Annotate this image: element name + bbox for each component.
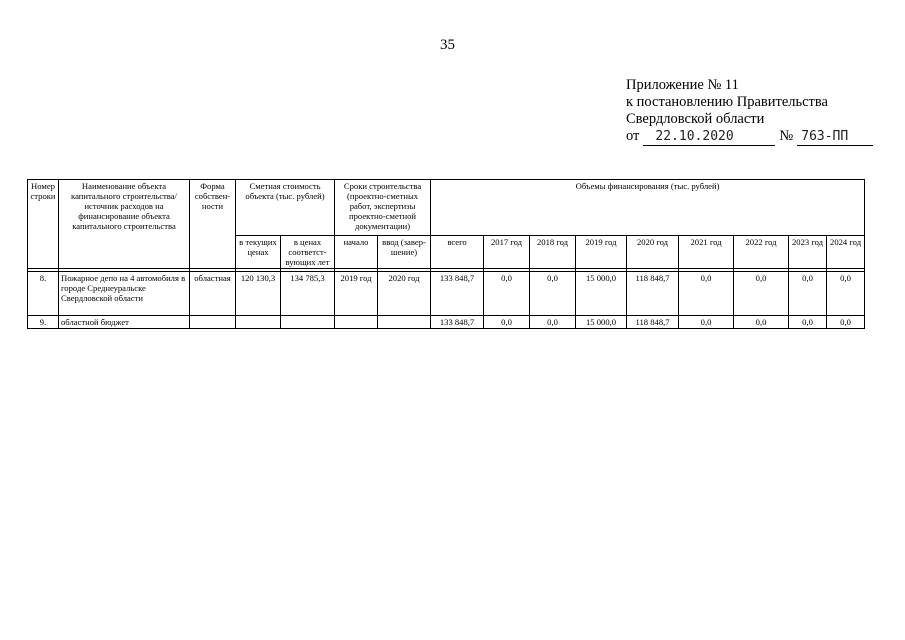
cell-2022: 0,0	[734, 316, 789, 329]
header-total: всего	[431, 236, 484, 269]
cell-2019: 15 000,0	[576, 272, 627, 316]
cell-2021: 0,0	[679, 316, 734, 329]
financing-table	[27, 179, 865, 329]
cell-completion: 2020 год	[378, 272, 431, 316]
header-2018: 2018 год	[530, 236, 576, 269]
number-label: №	[779, 128, 794, 144]
header-current-prices: в текущих ценах	[236, 236, 281, 269]
page-number: 35	[440, 37, 455, 53]
cell-2018: 0,0	[530, 272, 576, 316]
header-2017: 2017 год	[484, 236, 530, 269]
cell-2022: 0,0	[734, 272, 789, 316]
annex-region: Свердловской области	[626, 111, 765, 127]
cell-2023: 0,0	[789, 272, 827, 316]
table-row	[28, 316, 865, 329]
header-2022: 2022 год	[734, 236, 789, 269]
cell-corresponding-prices	[281, 316, 335, 329]
header-estimated-cost: Сметная стоимость объекта (тыс. рублей)	[236, 180, 335, 236]
cell-2024: 0,0	[827, 272, 865, 316]
cell-2021: 0,0	[679, 272, 734, 316]
cell-start	[335, 316, 378, 329]
cell-start: 2019 год	[335, 272, 378, 316]
cell-2024: 0,0	[827, 316, 865, 329]
cell-2020: 118 848,7	[627, 316, 679, 329]
header-start: начало	[335, 236, 378, 269]
header-corresponding-prices: в ценах соответст-вующих лет	[281, 236, 335, 269]
annex-block	[626, 77, 873, 146]
header-2020: 2020 год	[627, 236, 679, 269]
cell-ownership	[190, 316, 236, 329]
cell-2023: 0,0	[789, 316, 827, 329]
cell-ownership: областная	[190, 272, 236, 316]
cell-completion	[378, 316, 431, 329]
from-label: от	[626, 128, 640, 144]
cell-2017: 0,0	[484, 316, 530, 329]
header-object-name: Наименование объекта капитального строительства/ источник расходов на финансирование объекта капитального строительства	[59, 180, 190, 269]
header-2019: 2019 год	[576, 236, 627, 269]
cell-num: 9.	[28, 316, 59, 329]
cell-2017: 0,0	[484, 272, 530, 316]
header-2023: 2023 год	[789, 236, 827, 269]
cell-2019: 15 000,0	[576, 316, 627, 329]
header-completion: ввод (завер-шение)	[378, 236, 431, 269]
cell-2018: 0,0	[530, 316, 576, 329]
cell-corresponding-prices: 134 785,3	[281, 272, 335, 316]
cell-current-prices	[236, 316, 281, 329]
cell-2020: 118 848,7	[627, 272, 679, 316]
cell-num: 8.	[28, 272, 59, 316]
header-funding: Объемы финансирования (тыс. рублей)	[431, 180, 865, 236]
cell-total: 133 848,7	[431, 272, 484, 316]
cell-object-name: областной бюджет	[59, 316, 190, 329]
cell-current-prices: 120 130,3	[236, 272, 281, 316]
header-row-number: Номер строки	[28, 180, 59, 269]
header-ownership: Форма собствен-ности	[190, 180, 236, 269]
header-terms: Сроки строительства (проектно-сметных работ, экспертизы проектно-сметной документации)	[335, 180, 431, 236]
annex-date-row	[626, 128, 873, 146]
annex-resolution: к постановлению Правительства	[626, 94, 828, 110]
resolution-date: 22.10.2020	[643, 128, 775, 146]
annex-title: Приложение № 11	[626, 77, 739, 93]
header-row-1	[28, 180, 865, 236]
cell-total: 133 848,7	[431, 316, 484, 329]
cell-object-name: Пожарное депо на 4 автомобиля в городе Среднеуральске Свердловской области	[59, 272, 190, 316]
resolution-number: 763-ПП	[797, 128, 873, 146]
table-row	[28, 272, 865, 316]
header-2024: 2024 год	[827, 236, 865, 269]
header-2021: 2021 год	[679, 236, 734, 269]
